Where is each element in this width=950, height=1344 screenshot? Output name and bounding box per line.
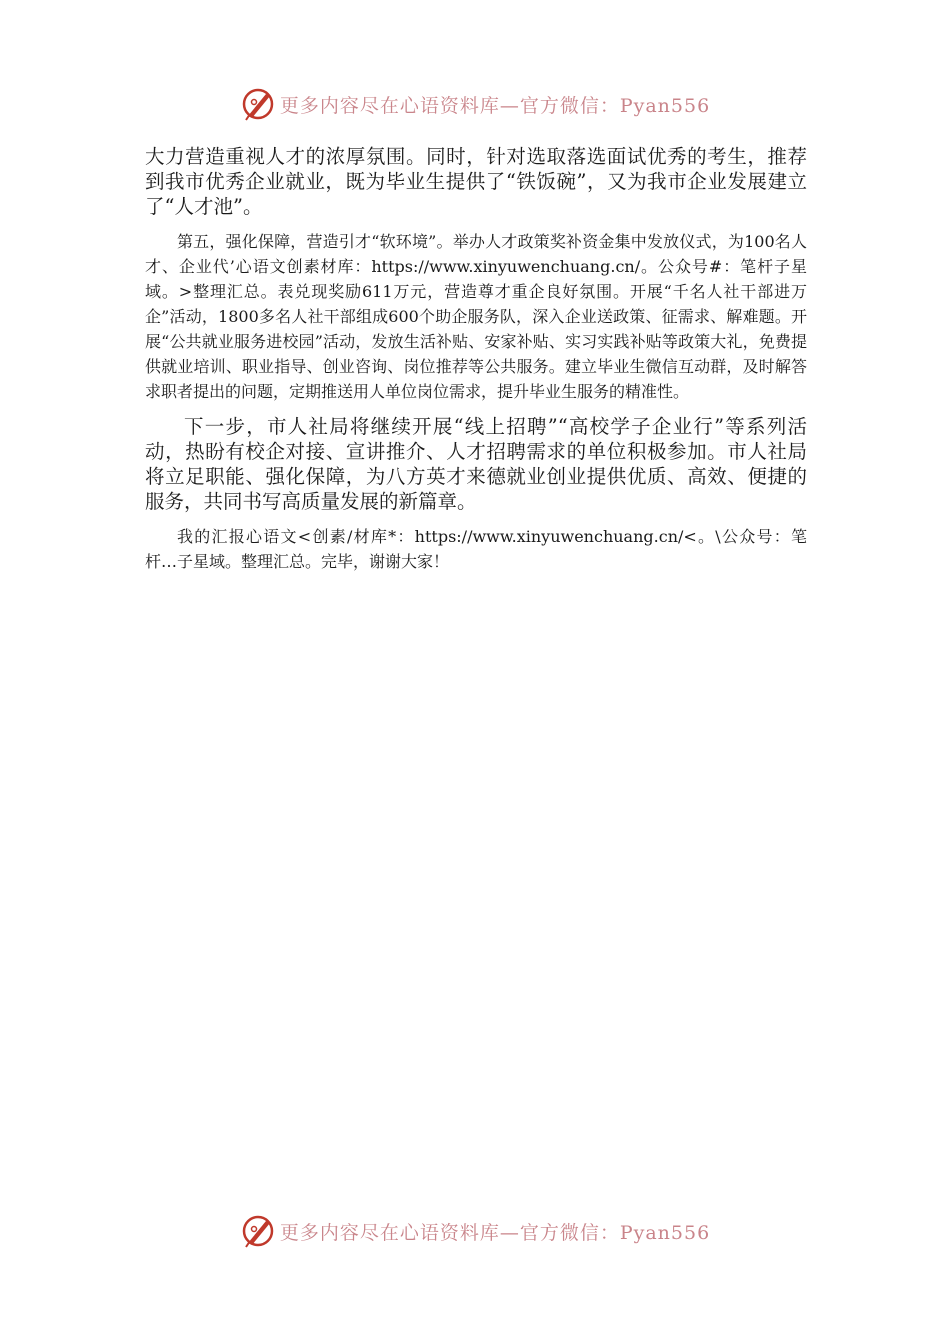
footer-banner bbox=[0, 1211, 950, 1251]
banner-text: 更多内容尽在心语资料库—官方微信：Pyan556 bbox=[279, 1221, 711, 1244]
banner-text: 更多内容尽在心语资料库—官方微信：Pyan556 bbox=[279, 94, 711, 117]
paragraph-closing: 我的汇报心语文<创素/材库*：https://www.xinyuwenchuang.cn/<。\公众号：笔杆…子星域。整理汇总。完毕，谢谢大家！ bbox=[145, 527, 807, 571]
paragraph-next-step: 下一步，市人社局将继续开展“线上招聘”“高校学子企业行”等系列活动，热盼有校企对接、宣讲推介、人才招聘需求的单位积极参加。市人社局将立足职能、强化保障，为八方英才来德就业创业提供优质、高效、便捷的服务，共同书写高质量发展的新篇章。 bbox=[145, 415, 807, 513]
quill-logo-icon bbox=[240, 86, 276, 122]
header-banner bbox=[0, 84, 950, 124]
paragraph-continuation: 大力营造重视人才的浓厚氛围。同时，针对选取落选面试优秀的考生，推荐到我市优秀企业就业，既为毕业生提供了“铁饭碗”，又为我市企业发展建立了“人才池”。 bbox=[145, 145, 807, 218]
quill-logo-icon bbox=[240, 1213, 276, 1249]
document-body bbox=[145, 144, 807, 574]
paragraph-fifth: 第五，强化保障，营造引才“软环境”。举办人才政策奖补资金集中发放仪式，为100名人才、企业代’心语文创素材库：https://www.xinyuwenchuang.cn/。公众号#：笔杆子星域。>整理汇总。表兑现奖励611万元，营造尊才重企良好氛围。开展“千名人社干部进万企”活动，1800多名人社干部组成600个助企服务队，深入企业送政策、征需求、解难题。开展“公共就业服务进校园”活动，发放生活补贴、安家补贴、实习实践补贴等政策大礼，免费提供就业培训、职业指导、创业咨询、岗位推荐等公共服务。建立毕业生微信互动群，及时解答求职者提出的问题，定期推送用人单位岗位需求，提升毕业生服务的精准性。 bbox=[145, 232, 807, 401]
